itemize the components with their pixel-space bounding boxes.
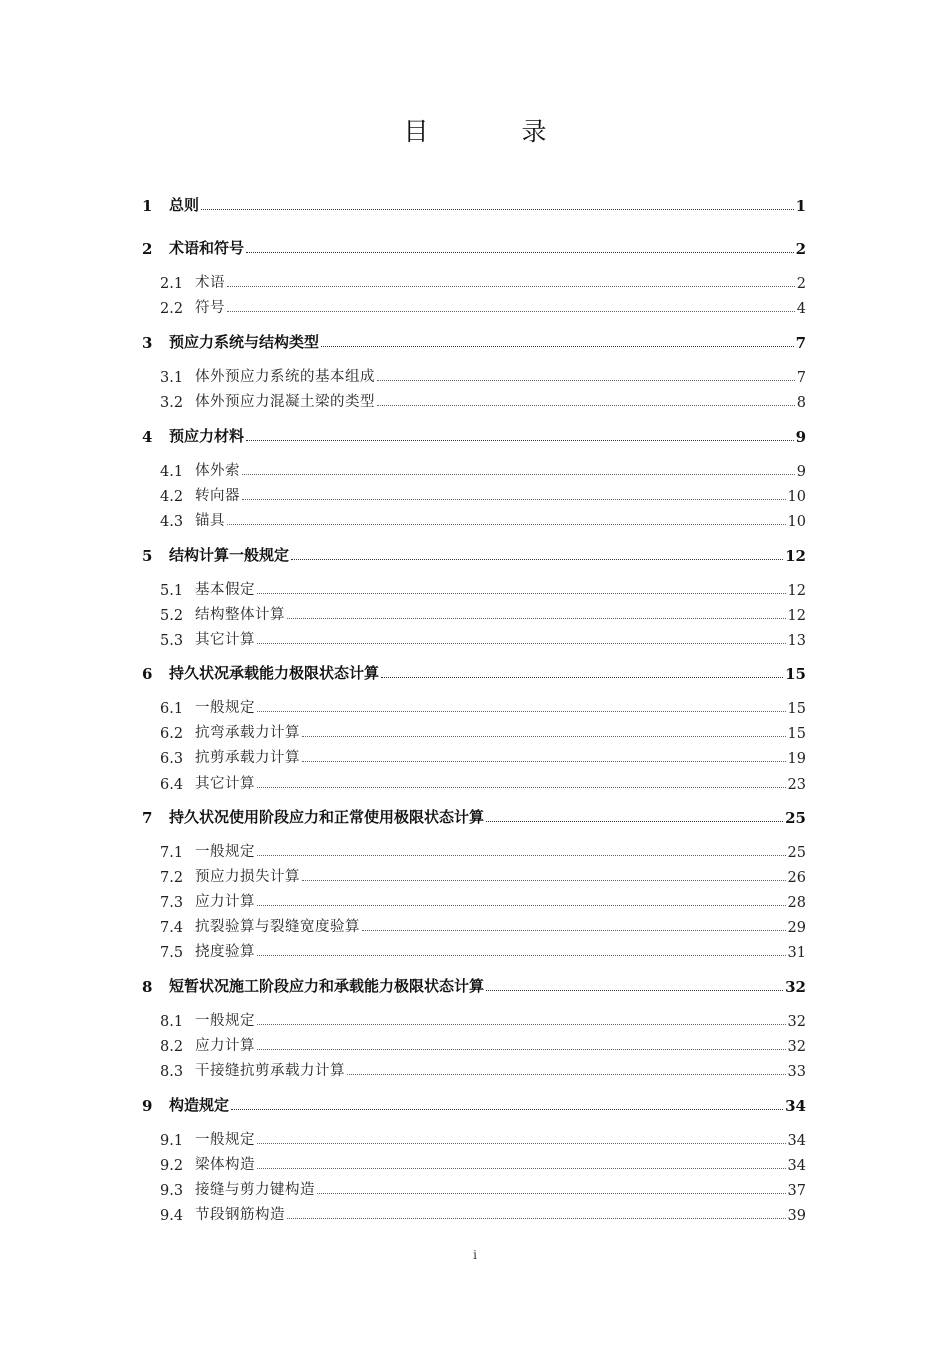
toc-section-6-3[interactable] [142, 745, 806, 767]
toc-leader [257, 1168, 786, 1169]
toc-leader [257, 955, 786, 956]
toc-chapter-4[interactable] [142, 424, 806, 446]
toc-number: 2.2 [160, 301, 184, 317]
toc-page: 15 [787, 726, 806, 742]
toc-number: 7.2 [160, 870, 184, 886]
toc-number: 3.2 [160, 395, 184, 411]
toc-section-3-2[interactable] [142, 389, 806, 411]
toc-leader [287, 618, 786, 619]
toc-label: 抗剪承载力计算 [195, 750, 300, 766]
toc-page: 7 [796, 370, 806, 386]
toc-page: 34 [787, 1158, 806, 1174]
toc-number: 9.3 [160, 1183, 184, 1199]
toc-page: 33 [787, 1064, 806, 1080]
toc-label: 一般规定 [195, 1132, 255, 1148]
toc-page: 28 [787, 895, 806, 911]
toc-section-8-3[interactable] [142, 1058, 806, 1080]
toc-page: 15 [787, 701, 806, 717]
toc-page: 31 [787, 945, 806, 961]
toc-section-7-4[interactable] [142, 914, 806, 936]
toc-label: 一般规定 [195, 844, 255, 860]
toc-number: 1 [142, 197, 153, 215]
toc-chapter-5[interactable] [142, 543, 806, 565]
toc-label: 体外索 [195, 463, 240, 479]
toc-leader [347, 1074, 786, 1075]
toc-leader [257, 643, 786, 644]
toc-label: 基本假定 [195, 582, 255, 598]
toc-label: 一般规定 [195, 700, 255, 716]
toc-section-6-1[interactable] [142, 695, 806, 717]
toc-label: 持久状况使用阶段应力和正常使用极限状态计算 [169, 808, 485, 826]
toc-section-2-2[interactable] [142, 295, 806, 317]
toc-number: 2.1 [160, 276, 184, 292]
toc-number: 7.1 [160, 845, 184, 861]
toc-page: 26 [787, 870, 806, 886]
toc-section-7-5[interactable] [142, 939, 806, 961]
toc-label: 应力计算 [195, 894, 255, 910]
toc-label: 体外预应力混凝土梁的类型 [195, 394, 375, 410]
toc-page: 10 [787, 489, 806, 505]
toc-label: 短暂状况施工阶段应力和承载能力极限状态计算 [169, 977, 485, 995]
toc-leader [201, 209, 794, 210]
toc-page: 29 [787, 920, 806, 936]
toc-leader [381, 677, 783, 678]
toc-number: 4 [142, 428, 153, 446]
toc-leader [486, 990, 783, 991]
toc-page: 9 [796, 464, 806, 480]
toc-leader [257, 1143, 786, 1144]
toc-leader [231, 1109, 783, 1110]
toc-leader [257, 1049, 786, 1050]
toc-page: 7 [795, 334, 806, 352]
toc-label: 应力计算 [195, 1038, 255, 1054]
toc-number: 5.3 [160, 633, 184, 649]
toc-page: 12 [787, 583, 806, 599]
toc-label: 术语 [195, 275, 225, 291]
toc-section-9-3[interactable] [142, 1177, 806, 1199]
toc-number: 9.2 [160, 1158, 184, 1174]
toc-page: 9 [795, 428, 806, 446]
toc-label: 接缝与剪力键构造 [195, 1182, 315, 1198]
toc-number: 4.2 [160, 489, 184, 505]
toc-page: 25 [787, 845, 806, 861]
toc-section-4-1[interactable] [142, 458, 806, 480]
toc-leader [246, 440, 794, 441]
toc-page: 4 [796, 301, 806, 317]
toc-number: 7 [142, 809, 153, 827]
toc-title: 目 录 [403, 117, 581, 146]
toc-leader [377, 380, 795, 381]
toc-leader [362, 930, 786, 931]
toc-section-8-1[interactable] [142, 1008, 806, 1030]
toc-number: 9.4 [160, 1208, 184, 1224]
toc-label: 持久状况承载能力极限状态计算 [169, 664, 380, 682]
toc-leader [257, 593, 786, 594]
toc-section-9-1[interactable] [142, 1127, 806, 1149]
page-number-footer: i [473, 1248, 477, 1262]
toc-number: 2 [142, 240, 153, 258]
toc-label: 其它计算 [195, 776, 255, 792]
toc-section-7-3[interactable] [142, 889, 806, 911]
toc-page: 34 [785, 1097, 806, 1115]
toc-section-4-2[interactable] [142, 483, 806, 505]
toc-page: 34 [787, 1133, 806, 1149]
toc-label: 抗弯承载力计算 [195, 725, 300, 741]
toc-number: 8.2 [160, 1039, 184, 1055]
toc-label: 节段钢筋构造 [195, 1207, 285, 1223]
toc-leader [257, 855, 786, 856]
toc-section-9-4[interactable] [142, 1202, 806, 1224]
toc-page: 8 [796, 395, 806, 411]
toc-label: 干接缝抗剪承载力计算 [195, 1063, 345, 1079]
toc-page: 2 [796, 276, 806, 292]
toc-number: 8.1 [160, 1014, 184, 1030]
toc-number: 7.3 [160, 895, 184, 911]
toc-section-5-3[interactable] [142, 627, 806, 649]
toc-label: 转向器 [195, 488, 240, 504]
toc-chapter-6[interactable] [142, 661, 806, 683]
toc-leader [291, 559, 783, 560]
toc-section-5-1[interactable] [142, 577, 806, 599]
toc-label: 一般规定 [195, 1013, 255, 1029]
toc-leader [257, 787, 786, 788]
toc-number: 5.2 [160, 608, 184, 624]
toc-number: 6.4 [160, 777, 184, 793]
toc-label: 总则 [169, 196, 200, 214]
toc-section-2-1[interactable] [142, 270, 806, 292]
toc-page: 32 [787, 1014, 806, 1030]
toc-chapter-2[interactable] [142, 236, 806, 258]
toc-label: 预应力系统与结构类型 [169, 333, 320, 351]
toc-page: 32 [785, 978, 806, 996]
toc-page: 12 [787, 608, 806, 624]
toc-label: 抗裂验算与裂缝宽度验算 [195, 919, 360, 935]
toc-section-4-3[interactable] [142, 508, 806, 530]
toc-number: 4.1 [160, 464, 184, 480]
toc-label: 体外预应力系统的基本组成 [195, 369, 375, 385]
toc-number: 8 [142, 978, 153, 996]
toc-section-7-2[interactable] [142, 864, 806, 886]
toc-page: 1 [795, 197, 806, 215]
toc-leader [242, 474, 795, 475]
toc-section-5-2[interactable] [142, 602, 806, 624]
toc-page: 32 [787, 1039, 806, 1055]
toc-page: 15 [785, 665, 806, 683]
toc-number: 8.3 [160, 1064, 184, 1080]
toc-number: 6 [142, 665, 153, 683]
toc-number: 5 [142, 547, 153, 565]
toc-leader [302, 761, 786, 762]
toc-leader [321, 346, 794, 347]
toc-leader [227, 286, 795, 287]
toc-number: 6.3 [160, 751, 184, 767]
toc-label: 结构计算一般规定 [169, 546, 290, 564]
toc-section-9-2[interactable] [142, 1152, 806, 1174]
toc-label: 术语和符号 [169, 239, 245, 257]
toc-number: 7.4 [160, 920, 184, 936]
toc-leader [257, 711, 786, 712]
toc-leader [257, 905, 786, 906]
toc-page: 19 [787, 751, 806, 767]
toc-number: 9.1 [160, 1133, 184, 1149]
toc-page: 23 [787, 777, 806, 793]
toc-page: 10 [787, 514, 806, 530]
toc-leader [246, 252, 794, 253]
toc-leader [227, 524, 786, 525]
toc-leader [486, 821, 783, 822]
toc-number: 6.2 [160, 726, 184, 742]
toc-page: 2 [795, 240, 806, 258]
toc-section-7-1[interactable] [142, 839, 806, 861]
toc-label: 符号 [195, 300, 225, 316]
toc-label: 结构整体计算 [195, 607, 285, 623]
toc-section-8-2[interactable] [142, 1033, 806, 1055]
toc-page: 25 [785, 809, 806, 827]
toc-number: 6.1 [160, 701, 184, 717]
toc-page: 13 [787, 633, 806, 649]
toc-number: 9 [142, 1097, 153, 1115]
toc-number: 5.1 [160, 583, 184, 599]
toc-chapter-1[interactable] [142, 193, 806, 215]
toc-leader [317, 1193, 786, 1194]
toc-page: 39 [787, 1208, 806, 1224]
toc-number: 3.1 [160, 370, 184, 386]
toc-section-6-2[interactable] [142, 720, 806, 742]
toc-label: 其它计算 [195, 632, 255, 648]
toc-number: 3 [142, 334, 153, 352]
toc-label: 挠度验算 [195, 944, 255, 960]
toc-chapter-3[interactable] [142, 330, 806, 352]
toc-section-3-1[interactable] [142, 364, 806, 386]
toc-page: 37 [787, 1183, 806, 1199]
toc-label: 预应力材料 [169, 427, 245, 445]
toc-number: 7.5 [160, 945, 184, 961]
toc-leader [302, 880, 786, 881]
toc-leader [242, 499, 786, 500]
toc-chapter-7[interactable] [142, 805, 806, 827]
toc-leader [287, 1218, 786, 1219]
toc-chapter-9[interactable] [142, 1093, 806, 1115]
toc-number: 4.3 [160, 514, 184, 530]
toc-label: 梁体构造 [195, 1157, 255, 1173]
toc-leader [227, 311, 795, 312]
toc-leader [302, 736, 786, 737]
toc-label: 锚具 [195, 513, 225, 529]
toc-chapter-8[interactable] [142, 974, 806, 996]
toc-leader [377, 405, 795, 406]
toc-page: 12 [785, 547, 806, 565]
toc-section-6-4[interactable] [142, 771, 806, 793]
toc-leader [257, 1024, 786, 1025]
toc-label: 预应力损失计算 [195, 869, 300, 885]
toc-label: 构造规定 [169, 1096, 230, 1114]
